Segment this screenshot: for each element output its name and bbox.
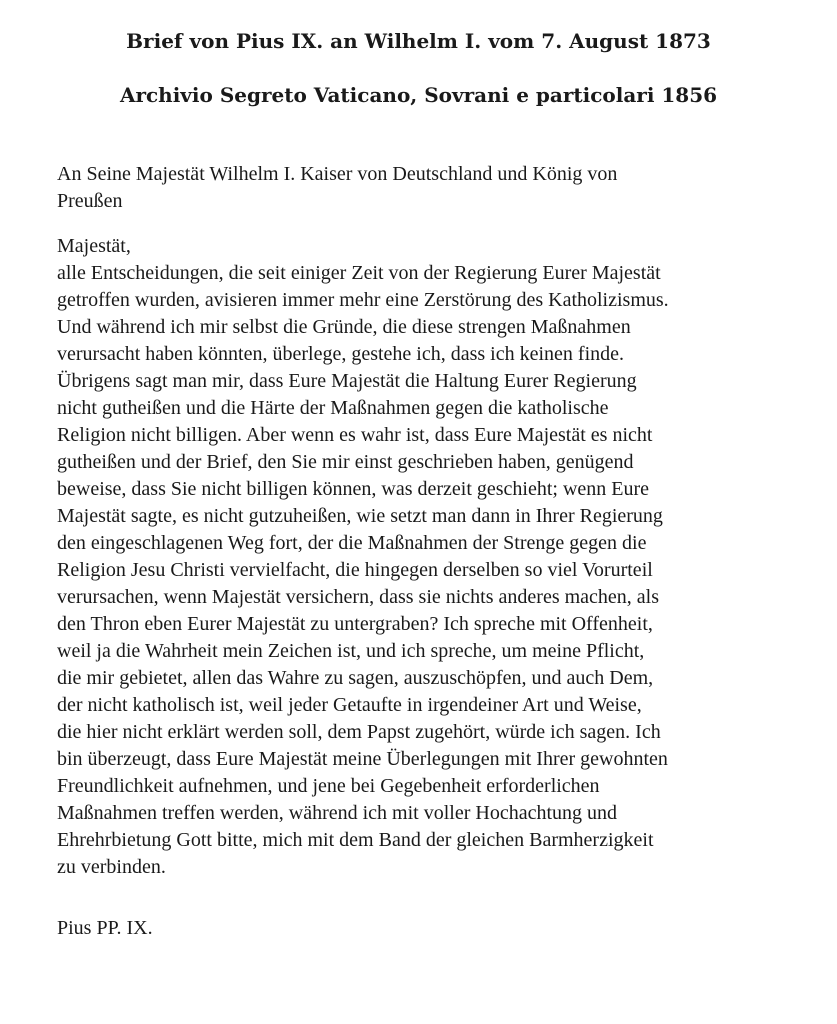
letter-line: verursachen, wenn Majestät versichern, dass sie nichts anderes machen, als — [57, 586, 660, 608]
letter-line: die hier nicht erklärt werden soll, dem Papst zugehört, würde ich sagen. Ich — [57, 721, 661, 743]
letter-line: alle Entscheidungen, die seit einiger Zeit von der Regierung Eurer Majestät — [57, 262, 661, 284]
letter-line: verursacht haben könnten, überlege, gestehe ich, dass ich keinen finde. — [57, 343, 625, 365]
letter-line: beweise, dass Sie nicht billigen können, was derzeit geschieht; wenn Eure — [57, 478, 650, 500]
letter-address — [57, 161, 777, 215]
letter-salutation: Majestät, — [57, 235, 131, 257]
letter-line: Ehrehrbietung Gott bitte, mich mit dem Band der gleichen Barmherzigkeit — [57, 829, 654, 851]
letter-line: bin überzeugt, dass Eure Majestät meine Überlegungen mit Ihrer gewohnten — [57, 748, 668, 770]
address-line: Preußen — [57, 190, 123, 212]
letter-line: Übrigens sagt man mir, dass Eure Majestät die Haltung Eurer Regierung — [57, 370, 637, 392]
letter-line: weil ja die Wahrheit mein Zeichen ist, und ich spreche, um meine Pflicht, — [57, 640, 645, 662]
letter-line: nicht gutheißen und die Härte der Maßnahmen gegen die katholische — [57, 397, 609, 419]
letter-line: der nicht katholisch ist, weil jeder Getaufte in irgendeiner Art und Weise, — [57, 694, 642, 716]
document-title: Brief von Pius IX. an Wilhelm I. vom 7. August 1873 — [126, 29, 711, 53]
letter-line: gutheißen und der Brief, den Sie mir einst geschrieben haben, genügend — [57, 451, 634, 473]
document-source: Archivio Segreto Vaticano, Sovrani e particolari 1856 — [119, 83, 718, 107]
letter-line: Freundlichkeit aufnehmen, und jene bei Gegebenheit erforderlichen — [57, 775, 600, 797]
letter-line: den eingeschlagenen Weg fort, der die Maßnahmen der Strenge gegen die — [57, 532, 647, 554]
letter-line: Religion nicht billigen. Aber wenn es wahr ist, dass Eure Majestät es nicht — [57, 424, 653, 446]
letter-line: Majestät sagte, es nicht gutzuheißen, wie setzt man dann in Ihrer Regierung — [57, 505, 663, 527]
letter-line: Religion Jesu Christi vervielfacht, die hingegen derselben so viel Vorurteil — [57, 559, 653, 581]
letter-line: Maßnahmen treffen werden, während ich mit voller Hochachtung und — [57, 802, 617, 824]
letter-line: die mir gebietet, allen das Wahre zu sagen, auszuschöpfen, und auch Dem, — [57, 667, 654, 689]
letter-signature — [57, 915, 777, 942]
letter-line: zu verbinden. — [57, 856, 166, 878]
signature-text: Pius PP. IX. — [57, 917, 153, 939]
address-line: An Seine Majestät Wilhelm I. Kaiser von Deutschland und König von — [57, 163, 618, 185]
letter-line: den Thron eben Eurer Majestät zu untergraben? Ich spreche mit Offenheit, — [57, 613, 653, 635]
letter-line: Und während ich mir selbst die Gründe, die diese strengen Maßnahmen — [57, 316, 631, 338]
letter-line: getroffen wurden, avisieren immer mehr eine Zerstörung des Katholizismus. — [57, 289, 669, 311]
letter-body — [57, 233, 777, 881]
